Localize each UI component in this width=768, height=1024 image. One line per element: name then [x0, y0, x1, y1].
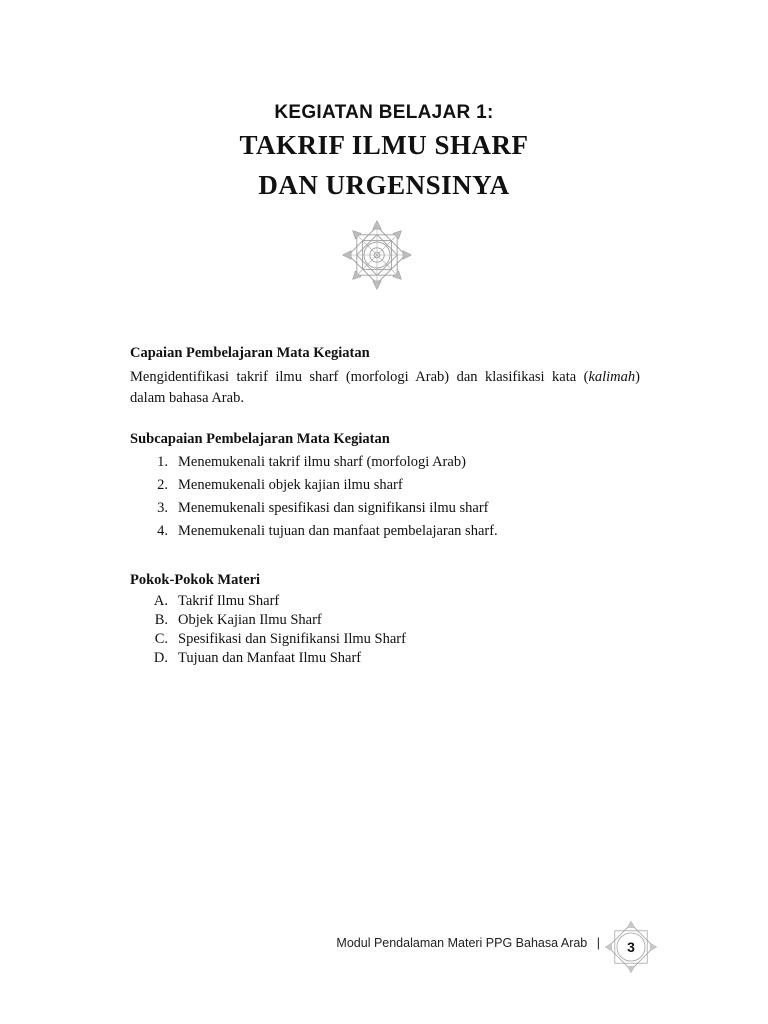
chapter-kicker: KEGIATAN BELAJAR 1: — [274, 102, 494, 123]
capaian-text: Mengidentifikasi takrif ilmu sharf (morfologi Arab) dan klasifikasi kata (kalimah) dalam bahasa Arab. — [130, 369, 640, 406]
list-item: 3. Menemukenali spesifikasi dan signifikansi ilmu sharf — [157, 500, 489, 516]
page-number: 3 — [627, 939, 635, 955]
pokok-heading: Pokok-Pokok Materi — [130, 572, 261, 588]
list-item: 4. Menemukenali tujuan dan manfaat pembelajaran sharf. — [157, 523, 498, 539]
list-item: C. Spesifikasi dan Signifikansi Ilmu Sharf — [154, 631, 406, 647]
footer-separator: | — [596, 936, 600, 950]
subcapaian-heading: Subcapaian Pembelajaran Mata Kegiatan — [130, 431, 390, 447]
capaian-heading: Capaian Pembelajaran Mata Kegiatan — [130, 345, 370, 361]
list-item: 2. Menemukenali objek kajian ilmu sharf — [157, 477, 403, 493]
capaian-italic-term: kalimah — [588, 369, 636, 385]
capaian-section — [130, 343, 640, 409]
list-item: D. Tujuan dan Manfaat Ilmu Sharf — [153, 650, 362, 666]
list-item: A. Takrif Ilmu Sharf — [153, 593, 280, 609]
page-title-line-2: DAN URGENSINYA — [258, 170, 510, 200]
pokok-list — [130, 592, 640, 668]
list-item: B. Objek Kajian Ilmu Sharf — [154, 612, 322, 628]
page-footer — [300, 936, 600, 950]
list-item: 1. Menemukenali takrif ilmu sharf (morfologi Arab) — [157, 454, 466, 470]
star-mandala-icon — [341, 219, 413, 291]
subcapaian-list — [130, 451, 640, 543]
pokok-section — [130, 570, 640, 668]
footer-label: Modul Pendalaman Materi PPG Bahasa Arab — [336, 936, 588, 950]
subcapaian-section — [130, 429, 640, 543]
page-title-line-1: TAKRIF ILMU SHARF — [239, 130, 529, 160]
